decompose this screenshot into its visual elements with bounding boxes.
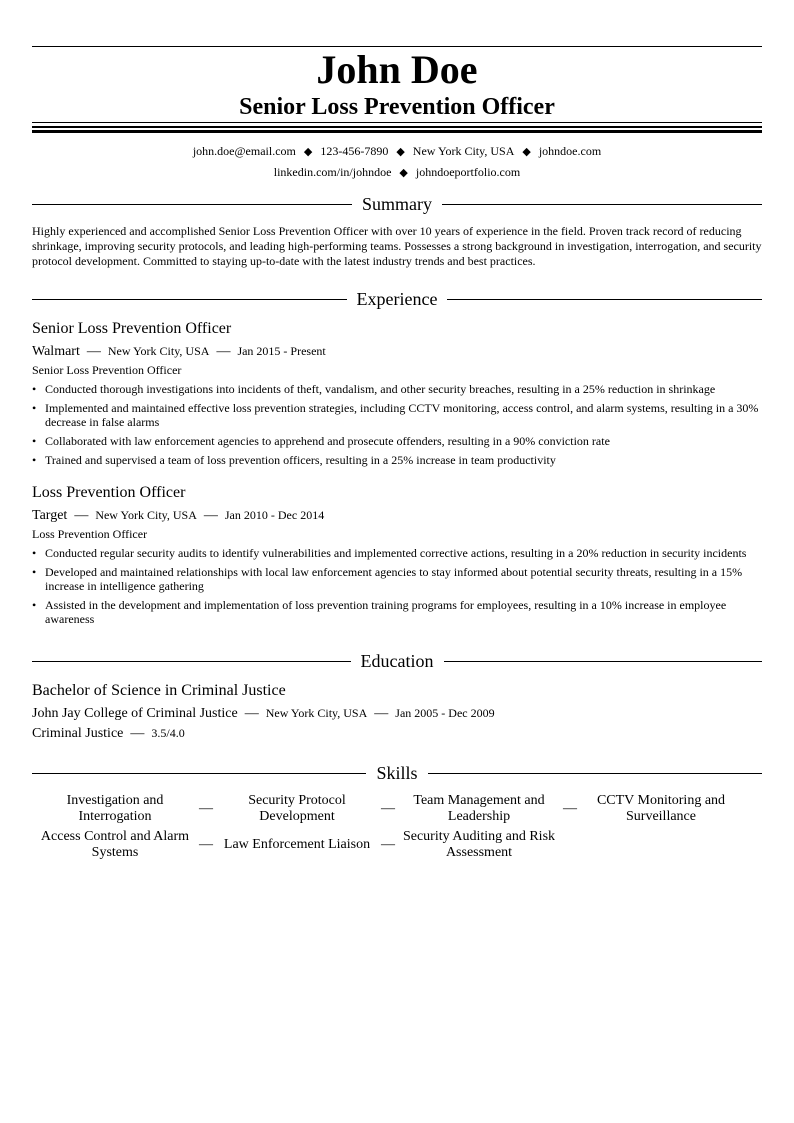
list-item [32,546,762,560]
dash-separator: — [74,508,89,523]
school-location: New York City, USA [265,706,368,720]
bullet-text: Trained and supervised a team of loss prevention officers, resulting in a 25% increase in team productivity [45,453,556,467]
bullet-text: Conducted thorough investigations into incidents of theft, vandalism, and other security breaches, resulting in a 25% reduction in shrinkage [45,382,716,396]
dash-separator: — [374,706,389,721]
job-dates: Jan 2015 - Present [237,344,326,358]
list-item [32,598,762,626]
section-label: Summary [362,194,432,214]
dash-separator: — [563,801,577,816]
email-link[interactable]: john.doe@email.com [192,144,296,158]
bullet-icon: • [32,453,37,467]
summary-text: Highly experienced and accomplished Senior Loss Prevention Officer with over 10 years of experience in the field. Proven track record of reducing shrinkage, improving security protocols, and leading high-performing teams. Possesses a strong background in investigation, interrogation, and security protocol development. Committed to staying up-to-date with the latest industry trends and best practices. [32,224,762,268]
skill-item: Law Enforcement Liaison [223,837,371,852]
skills-row [32,829,762,861]
skills-row [32,793,762,825]
dash-separator: — [199,801,213,816]
job-title: Loss Prevention Officer [32,484,186,501]
experience-heading [32,288,762,310]
dash-separator: — [381,801,395,816]
diamond-separator-icon: ◆ [399,167,408,179]
portfolio-link[interactable]: johndoeportfolio.com [415,165,521,179]
degree-title: Bachelor of Science in Criminal Justice [32,682,286,699]
education-dates: Jan 2005 - Dec 2009 [395,706,495,720]
candidate-name: John Doe [316,47,478,92]
job-entry [32,483,762,631]
diamond-separator-icon: ◆ [303,146,313,158]
bullet-icon: • [32,598,37,612]
skills-heading [32,762,762,784]
dash-separator: — [199,837,213,852]
major-name: Criminal Justice [32,726,124,741]
school-name: John Jay College of Criminal Justice [32,706,238,721]
diamond-separator-icon: ◆ [396,146,405,158]
job-entry [32,319,762,472]
skill-item: Security Protocol Development [248,793,346,824]
skill-item: Security Auditing and Risk Assessment [402,829,556,860]
summary-heading [32,193,762,215]
bullet-text: Implemented and maintained effective loss prevention strategies, including CCTV monitoring, access control, and alarm systems, resulting in a 30% decrease in false alarms [45,401,759,429]
job-bullets [32,546,762,626]
bullet-text: Conducted regular security audits to identify vulnerabilities and implemented corrective actions, resulting in a 20% reduction in security incidents [45,546,747,560]
diamond-separator-icon: ◆ [522,146,531,158]
job-location: New York City, USA [95,508,197,522]
job-meta [32,506,762,525]
dash-separator: — [203,508,218,523]
dash-separator: — [130,726,145,741]
contact-line-2 [32,164,762,181]
skill-item: Investigation and Interrogation [66,793,164,824]
dash-separator: — [381,837,395,852]
job-role: Senior Loss Prevention Officer [32,363,182,377]
dash-separator: — [244,706,259,721]
bullet-text: Assisted in the development and implementation of loss prevention training programs for employees, resulting in a 10% increase in employee awareness [45,598,727,626]
list-item [32,453,762,467]
company-name: Walmart [32,344,80,359]
list-item [32,434,762,448]
education-entry [32,681,762,743]
gpa-value: 3.5/4.0 [151,726,185,740]
section-label: Education [360,651,434,671]
bullet-icon: • [32,546,37,560]
education-major [32,724,762,743]
job-role: Loss Prevention Officer [32,527,148,541]
bullet-icon: • [32,565,37,579]
education-meta [32,704,762,723]
contact-line-1 [32,143,762,160]
bullet-text: Collaborated with law enforcement agencies to apprehend and prosecute offenders, resulting in a 90% conviction rate [45,434,610,448]
company-name: Target [32,508,68,523]
header-bottom-rule [32,122,762,133]
linkedin-link[interactable]: linkedin.com/in/johndoe [273,165,392,179]
bullet-icon: • [32,382,37,396]
bullet-icon: • [32,434,37,448]
job-dates: Jan 2010 - Dec 2014 [224,508,325,522]
location-text: New York City, USA [412,144,515,158]
skill-item: Team Management and Leadership [413,793,545,824]
skills-grid [32,793,762,865]
dash-separator: — [86,344,101,359]
candidate-title: Senior Loss Prevention Officer [239,94,555,120]
section-label: Skills [376,763,418,783]
dash-separator: — [216,344,231,359]
bullet-text: Developed and maintained relationships with local law enforcement agencies to stay informed about potential security threats, resulting in a 15% increase in intelligence gathering [45,565,743,593]
bullet-icon: • [32,401,37,415]
skill-item: CCTV Monitoring and Surveillance [596,793,726,824]
list-item [32,401,762,429]
website-link[interactable]: johndoe.com [538,144,602,158]
phone-number[interactable]: 123-456-7890 [320,144,389,158]
job-meta [32,342,762,361]
skill-item: Access Control and Alarm Systems [40,829,190,860]
job-location: New York City, USA [107,344,210,358]
section-label: Experience [356,289,438,309]
job-title: Senior Loss Prevention Officer [32,320,232,337]
list-item [32,565,762,593]
job-bullets [32,382,762,467]
education-heading [32,650,762,672]
list-item [32,382,762,396]
